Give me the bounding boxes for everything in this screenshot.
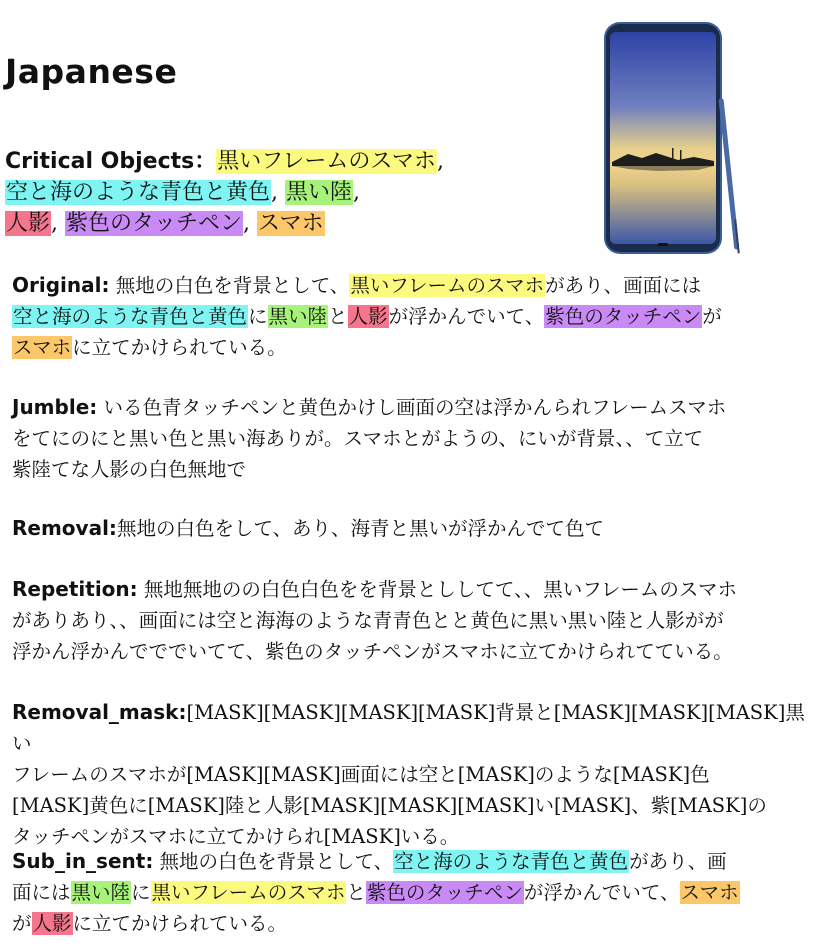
sub-in-sent-section: Sub_in_sent: 無地の白色を背景として、空と海のような青色と黄色があり、画 面には黒い陸に黒いフレームのスマホと紫色のタッチペンが浮かんでいて、スマホ が人影に立てかけられている。 <box>12 849 739 935</box>
critical-object-person: 人影 <box>6 211 51 236</box>
critical-objects: Critical Objects：黒いフレームのスマホ, 空と海のような青色と黄色, 黒い陸, 人影, 紫色のタッチペン, スマホ <box>5 149 444 236</box>
critical-objects-label: Critical Objects： <box>5 149 217 174</box>
critical-object-land: 黒い陸 <box>286 180 353 205</box>
sub-in-sent-label: Sub_in_sent: <box>12 849 154 873</box>
removal-label: Removal: <box>12 516 117 540</box>
smartphone-with-stylus-icon <box>598 20 778 260</box>
repetition-section: Repetition: 無地無地のの白色白色をを背景とししてて、、黒いフレームのスマホ がありあり、、画面には空と海海のような青青色とと黄色に黒い黒い陸と人影がが 浮かん浮かんでででいてて、紫色のタッチペンがスマホに立てかけられてている。 <box>12 577 738 663</box>
jumble-label: Jumble: <box>12 395 98 419</box>
removal-mask-section: Removal_mask:[MASK][MASK][MASK][MASK]背景と[MASK][MASK][MASK]黒い フレームのスマホが[MASK][MASK]画面には空と[MASK]のような[MASK]色 [MASK]黄色に[MASK]陸と人影[MASK][MASK][MASK]い[MASK]、紫[MASK]の タッチペンがスマホに立てかけられ[MASK]いる。 <box>12 700 805 848</box>
critical-object-sky-sea: 空と海のような青色と黄色 <box>6 180 271 205</box>
original-label: Original: <box>12 273 110 297</box>
critical-object-smartphone: スマホ <box>258 211 324 236</box>
removal-mask-label: Removal_mask: <box>12 700 187 724</box>
page-title: Japanese <box>5 52 178 91</box>
jumble-section: Jumble: いる色青タッチペンと黄色かけし画面の空は浮かんられフレームスマホ をてにのにと黒い色と黒い海ありが。スマホとがようの、にいが背景、、て立て 紫陸てな人影の白色無地で <box>12 395 727 481</box>
repetition-label: Repetition: <box>12 577 138 601</box>
original-section: Original: 無地の白色を背景として、黒いフレームのスマホがあり、画面には 空と海のような青色と黄色に黒い陸と人影が浮かんでいて、紫色のタッチペンが スマホに立てかけられている。 <box>12 273 722 359</box>
critical-object-pen: 紫色のタッチペン <box>66 211 243 236</box>
removal-section: Removal:無地の白色をして、あり、海青と黒いが浮かんでて色て <box>12 516 605 540</box>
critical-object-phone: 黒いフレームのスマホ <box>217 149 436 174</box>
